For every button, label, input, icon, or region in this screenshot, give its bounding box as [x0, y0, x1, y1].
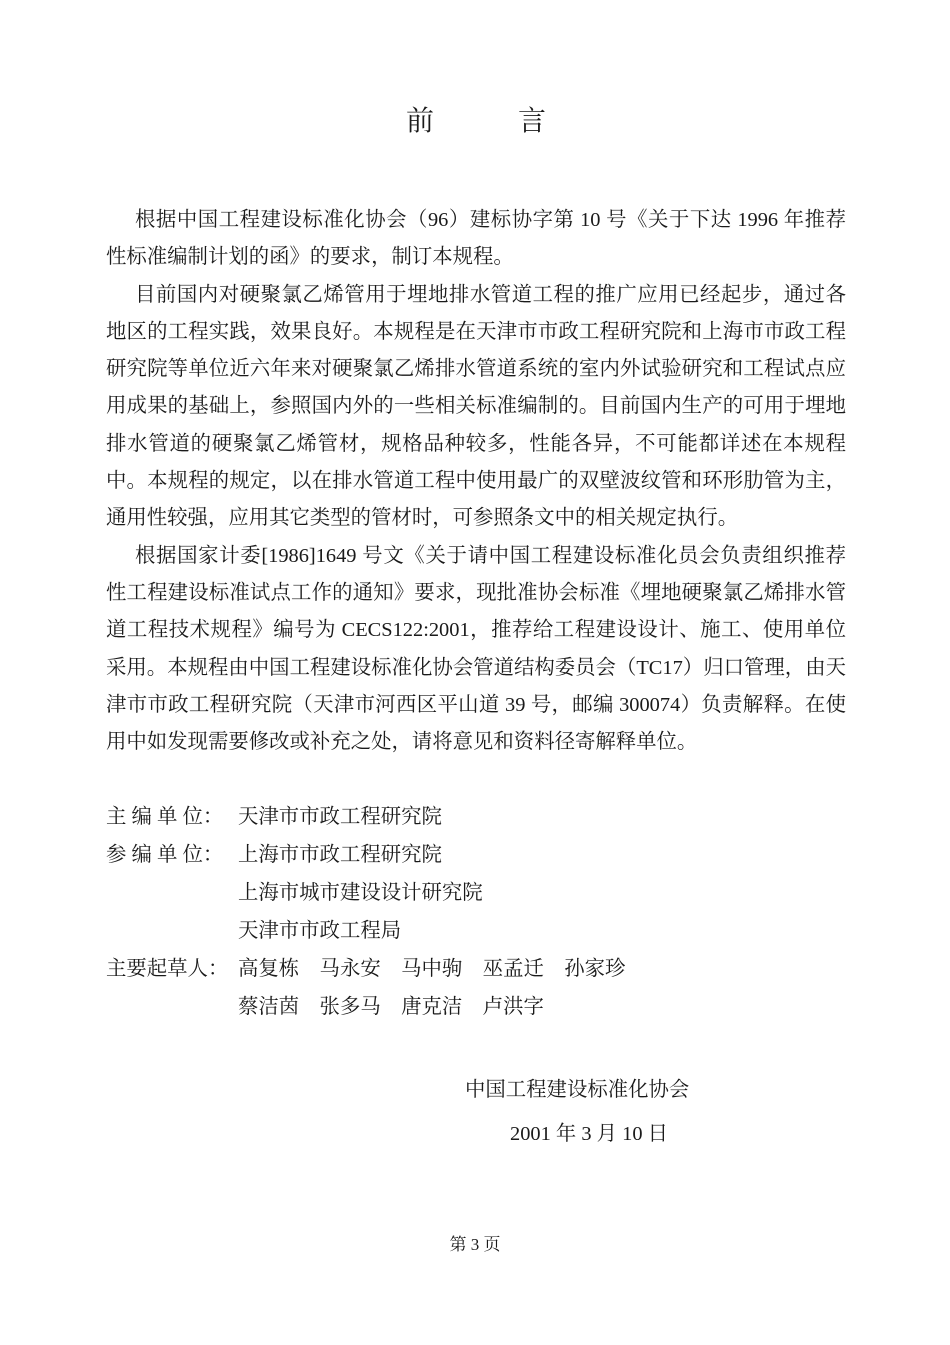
credit-value: 上海市市政工程研究院	[238, 844, 442, 867]
page-number: 第 3 页	[449, 1235, 501, 1254]
credit-row-drafters-2	[106, 988, 846, 1026]
paragraph-background: 目前国内对硬聚氯乙烯管用于埋地排水管道工程的推广应用已经起步，通过各地区的工程实践，效果良好。本规程是在天津市市政工程研究院和上海市市政工程研究院等单位近六年来对硬聚氯乙烯排水管道系统的室内外试验研究和工程试点应用成果的基础上，参照国内外的一些相关标准编制的。目前国内生产的可用于埋地排水管道的硬聚氯乙烯管材，规格品种较多，性能各异，不可能都详述在本规程中。本规程的规定，以在排水管道工程中使用最广的双壁波纹管和环形肋管为主，通用性较强，应用其它类型的管材时，可参照条文中的相关规定执行。	[106, 283, 846, 530]
credit-row-chief-editor	[106, 798, 846, 836]
credit-row-co-editor	[106, 836, 846, 874]
paragraph-approval: 根据国家计委[1986]1649 号文《关于请中国工程建设标准化员会负责组织推荐性工程建设标准试点工作的通知》要求，现批准协会标准《埋地硬聚氯乙烯排水管道工程技术规程》编号为 CECS122:2001，推荐给工程建设设计、施工、使用单位采用。本规程由中国工程建设标准化协会管道结构委员会（TC17）归口管理，由天津市市政工程研究院（天津市河西区平山道 39 号，邮编 300074）负责解释。在使用中如发现需要修改或补充之处，请将意见和资料径寄解释单位。	[106, 544, 846, 754]
credit-value: 上海市城市建设设计研究院	[238, 882, 483, 905]
credit-label: 主要起草人：	[106, 958, 229, 981]
credit-label: 主 编 单 位：	[106, 806, 224, 829]
credit-row-co-editor-2	[106, 874, 846, 912]
foreword-body	[106, 202, 846, 761]
credits-section	[106, 798, 846, 1026]
signoff-date: 2001 年 3 月 10 日	[510, 1123, 669, 1146]
page-title: 前 言	[405, 106, 546, 137]
signoff-section	[106, 1068, 846, 1156]
credit-value: 蔡洁茵 张多马 唐克洁 卢洪字	[238, 996, 544, 1019]
credit-value: 天津市市政工程研究院	[238, 806, 442, 829]
credit-row-co-editor-3	[106, 912, 846, 950]
credit-label: 参 编 单 位：	[106, 844, 224, 867]
paragraph-basis: 根据中国工程建设标准化协会（96）建标协字第 10 号《关于下达 1996 年推荐性标准编制计划的函》的要求，制订本规程。	[106, 209, 846, 269]
page-content	[106, 0, 846, 1156]
credit-row-drafters	[106, 950, 846, 988]
credit-value: 天津市市政工程局	[238, 920, 402, 943]
signoff-organization: 中国工程建设标准化协会	[465, 1079, 690, 1102]
credit-value: 高复栋 马永安 马中驹 巫孟迁 孙家珍	[238, 958, 626, 981]
